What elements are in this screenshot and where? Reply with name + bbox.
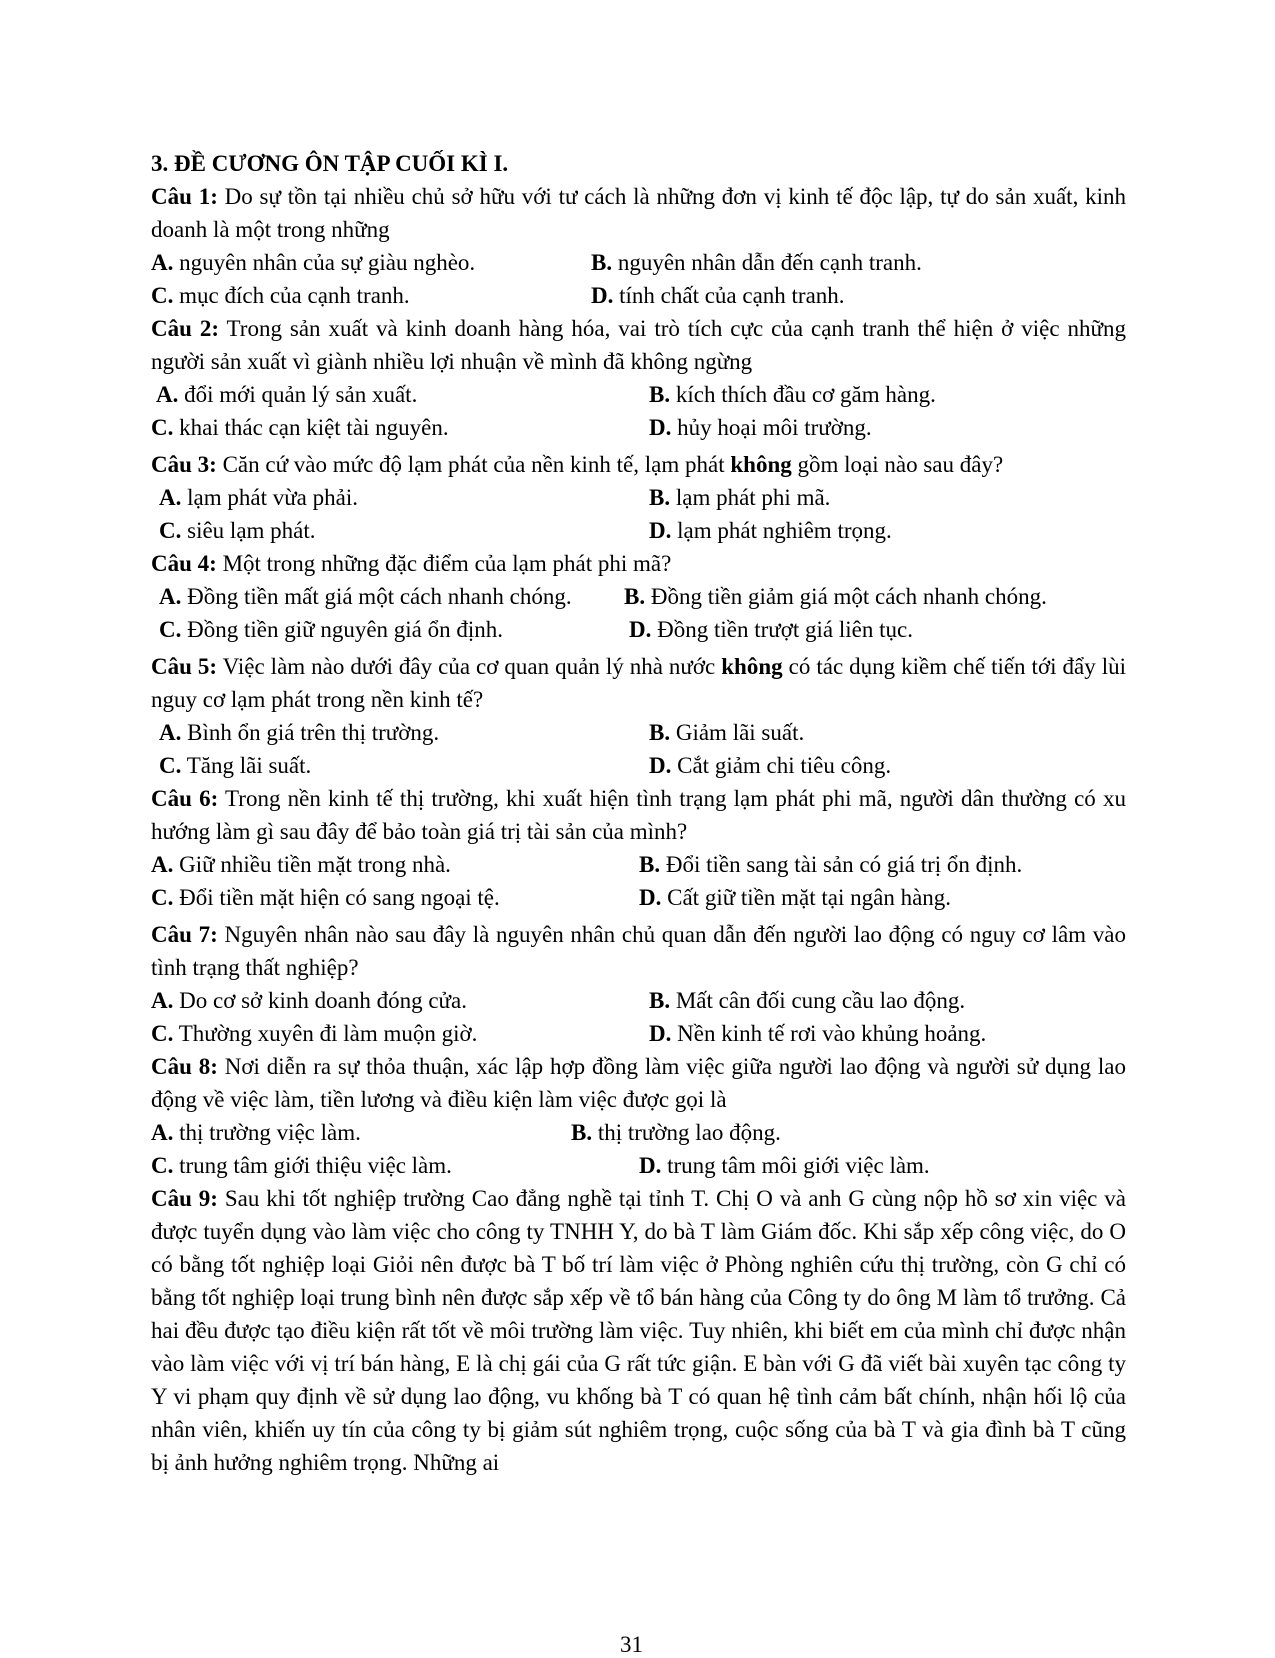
question-text: Trong nền kinh tế thị trường, khi xuất hiện tình trạng lạm phát phi mã, người dân thường có xu hướng làm gì sau đây để bảo toàn giá trị tài sản của mình? (151, 786, 1127, 844)
question-text-end: có tác dụng kiềm chế tiến tới đẩy lùi nguy cơ lạm phát trong nền kinh tế? (151, 654, 1126, 712)
option-c: C. Đổi tiền mặt hiện có sang ngoại tệ. (151, 885, 500, 910)
question-8 (151, 1050, 1126, 1116)
question-number: Câu 9: (151, 1186, 218, 1211)
question-number: Câu 2: (151, 316, 220, 341)
option-b: B. thị trường lao động. (571, 1120, 781, 1145)
option-d: D. Cất giữ tiền mặt tại ngân hàng. (639, 885, 952, 910)
question-text: Nguyên nhân nào sau đây là nguyên nhân chủ quan dẫn đến người lao động có nguy cơ lâm vào tình trạng thất nghiệp? (151, 922, 1126, 980)
option-a: A. Bình ổn giá trên thị trường. (159, 720, 440, 745)
option-c: C. mục đích của cạnh tranh. (151, 283, 410, 308)
options-row (151, 246, 1126, 279)
question-text: Việc làm nào dưới đây của cơ quan quản lý nhà nước (217, 654, 722, 679)
option-c: C. siêu lạm phát. (159, 518, 316, 543)
question-3 (151, 448, 1126, 481)
option-a: A. lạm phát vừa phải. (159, 485, 358, 510)
option-d: D. Đồng tiền trượt giá liên tục. (629, 617, 913, 642)
question-number: Câu 5: (151, 654, 218, 679)
option-c: C. Đồng tiền giữ nguyên giá ổn định. (159, 617, 504, 642)
option-d: D. lạm phát nghiêm trọng. (649, 518, 892, 543)
option-d: D. Nền kinh tế rơi vào khủng hoảng. (649, 1021, 987, 1046)
page-number: 31 (620, 1632, 643, 1657)
question-emphasis: không (730, 452, 792, 477)
question-7 (151, 918, 1126, 984)
question-1 (151, 180, 1126, 246)
question-text: Căn cứ vào mức độ lạm phát của nền kinh tế, lạm phát (216, 452, 731, 477)
option-c: C. Tăng lãi suất. (159, 753, 312, 778)
option-a: A. Đồng tiền mất giá một cách nhanh chóng. (159, 584, 572, 609)
question-number: Câu 3: (151, 452, 217, 477)
options-row (151, 1017, 1126, 1050)
option-d: D. Cắt giảm chi tiêu công. (649, 753, 892, 778)
option-c: C. trung tâm giới thiệu việc làm. (151, 1153, 452, 1178)
option-b: B. kích thích đầu cơ găm hàng. (649, 382, 936, 407)
option-d: D. tính chất của cạnh tranh. (591, 283, 845, 308)
question-number: Câu 8: (151, 1054, 218, 1079)
question-number: Câu 1: (151, 184, 218, 209)
question-text: Sau khi tốt nghiệp trường Cao đẳng nghề tại tỉnh T. Chị O và anh G cùng nộp hồ sơ xin việc và được tuyển dụng vào làm việc cho công ty TNHH Y, do bà T làm Giám đốc. Khi sắp xếp công việc, do O có bằng tốt nghiệp loại Giỏi nên được bà T bố trí làm việc ở Phòng nghiên cứu thị trường, còn G chỉ có bằng tốt nghiệp loại trung bình nên được sắp xếp về tổ bán hàng của Công ty do ông M làm tổ trưởng. Cả hai đều được tạo điều kiện rất tốt về môi trường làm việc. Tuy nhiên, khi biết em của mình chỉ được nhận vào làm việc với vị trí bán hàng, E là chị gái của G rất tức giận. E bàn với G đã viết bài xuyên tạc công ty Y vi phạm quy định về sử dụng lao động, vu khống bà T có quan hệ tình cảm bất chính, nhận hối lộ của nhân viên, khiến uy tín của công ty bị giảm sút nghiêm trọng, cuộc sống của bà T và gia đình bà T cũng bị ảnh hưởng nghiêm trọng. Những ai (151, 1186, 1126, 1475)
question-9 (151, 1182, 1126, 1479)
option-c: C. Thường xuyên đi làm muộn giờ. (151, 1021, 478, 1046)
option-b: B. nguyên nhân dẫn đến cạnh tranh. (591, 250, 922, 275)
option-d: D. trung tâm môi giới việc làm. (639, 1153, 930, 1178)
question-text-end: gồm loại nào sau đây? (791, 452, 1004, 477)
options-row (151, 881, 1126, 914)
question-text: Nơi diễn ra sự thỏa thuận, xác lập hợp đồng làm việc giữa người lao động và người sử dụng lao động về việc làm, tiền lương và điều kiện làm việc được gọi là (151, 1054, 1127, 1112)
options-row (151, 1149, 1126, 1182)
option-a: A. thị trường việc làm. (151, 1120, 361, 1145)
question-text: Một trong những đặc điểm của lạm phát phi mã? (216, 551, 672, 576)
page-content (151, 147, 1126, 1479)
question-number: Câu 7: (151, 922, 218, 947)
options-row (151, 1116, 1126, 1149)
question-4 (151, 547, 1126, 580)
option-b: B. Đổi tiền sang tài sản có giá trị ổn định. (639, 852, 1023, 877)
options-row (151, 984, 1126, 1017)
question-emphasis: không (721, 654, 783, 679)
question-number: Câu 6: (151, 786, 219, 811)
option-d: D. hủy hoại môi trường. (649, 415, 872, 440)
options-row (151, 580, 1126, 613)
question-text: Do sự tồn tại nhiều chủ sở hữu với tư cách là những đơn vị kinh tế độc lập, tự do sản xuất, kinh doanh là một trong những (151, 184, 1127, 242)
options-row (151, 411, 1126, 444)
question-text: Trong sản xuất và kinh doanh hàng hóa, vai trò tích cực của cạnh tranh thể hiện ở việc những người sản xuất vì giành nhiều lợi nhuận về mình đã không ngừng (151, 316, 1126, 374)
options-row (151, 749, 1126, 782)
option-b: B. Giảm lãi suất. (649, 720, 805, 745)
option-b: B. Đồng tiền giảm giá một cách nhanh chóng. (624, 584, 1047, 609)
question-6 (151, 782, 1126, 848)
option-c: C. khai thác cạn kiệt tài nguyên. (151, 415, 449, 440)
options-row (151, 481, 1126, 514)
option-a: A. Do cơ sở kinh doanh đóng cửa. (151, 988, 467, 1013)
option-a: A. Giữ nhiều tiền mặt trong nhà. (151, 852, 451, 877)
section-heading: 3. ĐỀ CƯƠNG ÔN TẬP CUỐI KÌ I. (151, 151, 509, 176)
options-row (151, 514, 1126, 547)
question-2 (151, 312, 1126, 378)
option-a: A. nguyên nhân của sự giàu nghèo. (151, 250, 476, 275)
options-row (151, 716, 1126, 749)
question-number: Câu 4: (151, 551, 217, 576)
option-b: B. Mất cân đối cung cầu lao động. (649, 988, 966, 1013)
options-row (151, 613, 1126, 646)
option-b: B. lạm phát phi mã. (649, 485, 831, 510)
option-a: A. đổi mới quản lý sản xuất. (156, 382, 418, 407)
options-row (151, 848, 1126, 881)
options-row (151, 378, 1126, 411)
options-row (151, 279, 1126, 312)
question-5 (151, 650, 1126, 716)
